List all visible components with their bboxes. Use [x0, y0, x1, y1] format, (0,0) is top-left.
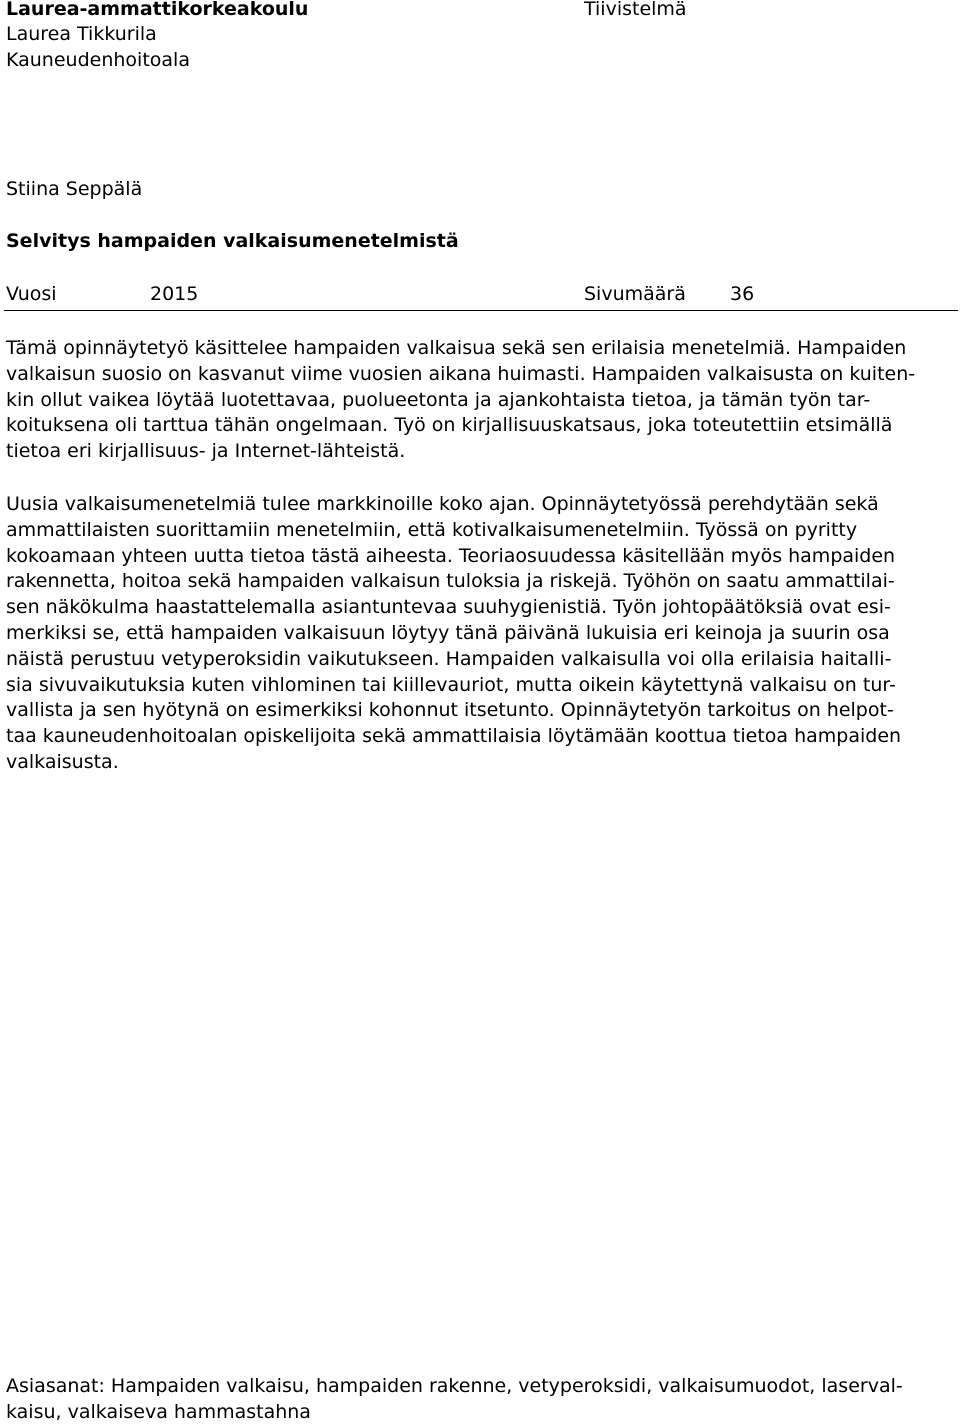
- author-name: Stiina Seppälä: [6, 178, 143, 200]
- abstract-line: Tämä opinnäytetyö käsittelee hampaiden valkaisua sekä sen erilaisia menetelmiä. Hampaiden: [6, 337, 907, 359]
- abstract-line: näistä perustuu vetyperoksidin vaikutukseen. Hampaiden valkaisulla voi olla erilaisia haitalli-: [6, 647, 892, 670]
- abstract-paragraph-2: [6, 492, 956, 776]
- abstract-line: taa kauneudenhoitoalan opiskelijoita sekä ammattilaisia löytämään koottua tietoa hampaiden: [6, 725, 902, 748]
- abstract-line: koituksena oli tarttua tähän ongelmaan. Työ on kirjallisuuskatsaus, joka toteutettiin etsimällä: [6, 414, 893, 437]
- abstract-line: valkaisusta.: [6, 750, 119, 773]
- abstract-paragraph-1: [6, 336, 956, 465]
- abstract-line: Uusia valkaisumenetelmiä tulee markkinoille koko ajan. Opinnäytetyössä perehdytään sekä: [6, 493, 879, 515]
- pages-value: 36: [730, 283, 755, 305]
- abstract-line: merkiksi se, että hampaiden valkaisuun löytyy tänä päivänä lukuisia eri keinoja ja suurin osa: [6, 621, 890, 644]
- abstract-line: valkaisun suosio on kasvanut viime vuosien aikana huimasti. Hampaiden valkaisusta on kuiten-: [6, 362, 916, 385]
- keywords-line: Asiasanat: Hampaiden valkaisu, hampaiden rakenne, vetyperoksidi, valkaisumuodot, laserval-: [6, 1375, 903, 1397]
- keywords: [6, 1374, 956, 1426]
- thesis-title: Selvitys hampaiden valkaisumenetelmistä: [6, 230, 459, 252]
- abstract-line: kokoamaan yhteen uutta tietoa tästä aiheesta. Teoriaosuudessa käsitellään myös hampaiden: [6, 544, 896, 567]
- year-label: Vuosi: [6, 283, 57, 305]
- campus-name: Laurea Tikkurila: [6, 23, 157, 45]
- year-value: 2015: [150, 283, 199, 305]
- pages-label: Sivumäärä: [584, 283, 686, 305]
- header-divider: [4, 310, 958, 311]
- abstract-line: vallista ja sen hyötynä on esimerkiksi kohonnut itsetunto. Opinnäytetyön tarkoitus on helpot-: [6, 699, 894, 722]
- keywords-line: kaisu, valkaiseva hammastahna: [6, 1400, 311, 1423]
- program-name: Kauneudenhoitoala: [6, 49, 190, 71]
- abstract-line: sen näkökulma haastattelemalla asiantuntevaa suuhygienistiä. Työn johtopäätöksiä ovat esi-: [6, 596, 891, 619]
- institution-name: Laurea-ammattikorkeakoulu: [6, 0, 309, 20]
- abstract-line: tietoa eri kirjallisuus- ja Internet-lähteistä.: [6, 440, 406, 463]
- abstract-line: sia sivuvaikutuksia kuten vihlominen tai kiillevauriot, mutta oikein käytettynä valkaisu on tur-: [6, 673, 896, 696]
- abstract-line: ammattilaisten suorittamiin menetelmiin, että kotivalkaisumenetelmiin. Työssä on pyritty: [6, 518, 858, 541]
- document-type: Tiivistelmä: [584, 0, 687, 20]
- abstract-line: rakennetta, hoitoa sekä hampaiden valkaisun tuloksia ja riskejä. Työhön on saatu ammattilai-: [6, 570, 895, 593]
- abstract-line: kin ollut vaikea löytää luotettavaa, puolueetonta ja ajankohtaista tietoa, ja tämän työn tar-: [6, 388, 871, 411]
